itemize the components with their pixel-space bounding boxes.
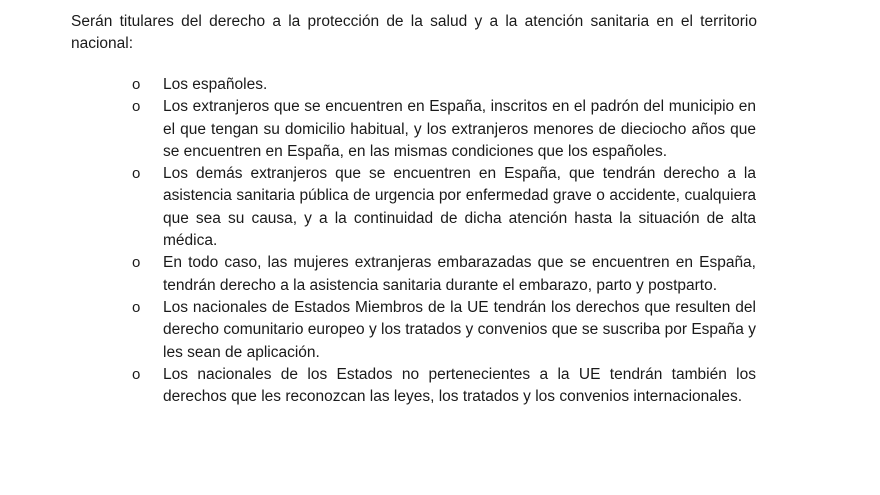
bullet-marker: o: [132, 98, 141, 116]
intro-paragraph: Serán titulares del derecho a la protección de la salud y a la atención sanitaria en el territorio nacional:: [71, 13, 757, 52]
list-item: [128, 297, 756, 364]
list-item: [128, 163, 756, 252]
list-item: [128, 364, 756, 409]
list-item-text: En todo caso, las mujeres extranjeras embarazadas que se encuentren en España, tendrán derecho a la asistencia sanitaria durante el embarazo, parto y postparto.: [163, 254, 756, 294]
bullet-marker: o: [132, 365, 141, 383]
list-item-text: Los demás extranjeros que se encuentren en España, que tendrán derecho a la asistencia sanitaria pública de urgencia por enfermedad grave o accidente, cualquiera que sea su causa, y a la continuidad de dicha atención hasta la situación de alta médica.: [163, 165, 756, 250]
list-item: [128, 252, 756, 297]
list-item-text: Los nacionales de los Estados no pertenecientes a la UE tendrán también los derechos que les reconozcan las leyes, los tratados y los convenios internacionales.: [163, 365, 756, 406]
list-item-text: Los españoles.: [163, 76, 268, 93]
list-item: [128, 74, 756, 96]
rights-list: [128, 74, 756, 408]
bullet-marker: o: [132, 298, 141, 316]
list-item-text: Los nacionales de Estados Miembros de la UE tendrán los derechos que resulten del derecho comunitario europeo y los tratados y convenios que se suscriba por España y les sean de aplicación.: [163, 298, 756, 361]
bullet-marker: o: [132, 76, 141, 93]
list-item-text: Los extranjeros que se encuentren en España, inscritos en el padrón del municipio en el que tengan su domicilio habitual, y los extranjeros menores de dieciocho años que se encuentren en España, en las mismas condiciones que los españoles.: [163, 98, 756, 160]
list-item: [128, 96, 756, 163]
bullet-marker: o: [132, 254, 141, 272]
bullet-marker: o: [132, 165, 141, 183]
